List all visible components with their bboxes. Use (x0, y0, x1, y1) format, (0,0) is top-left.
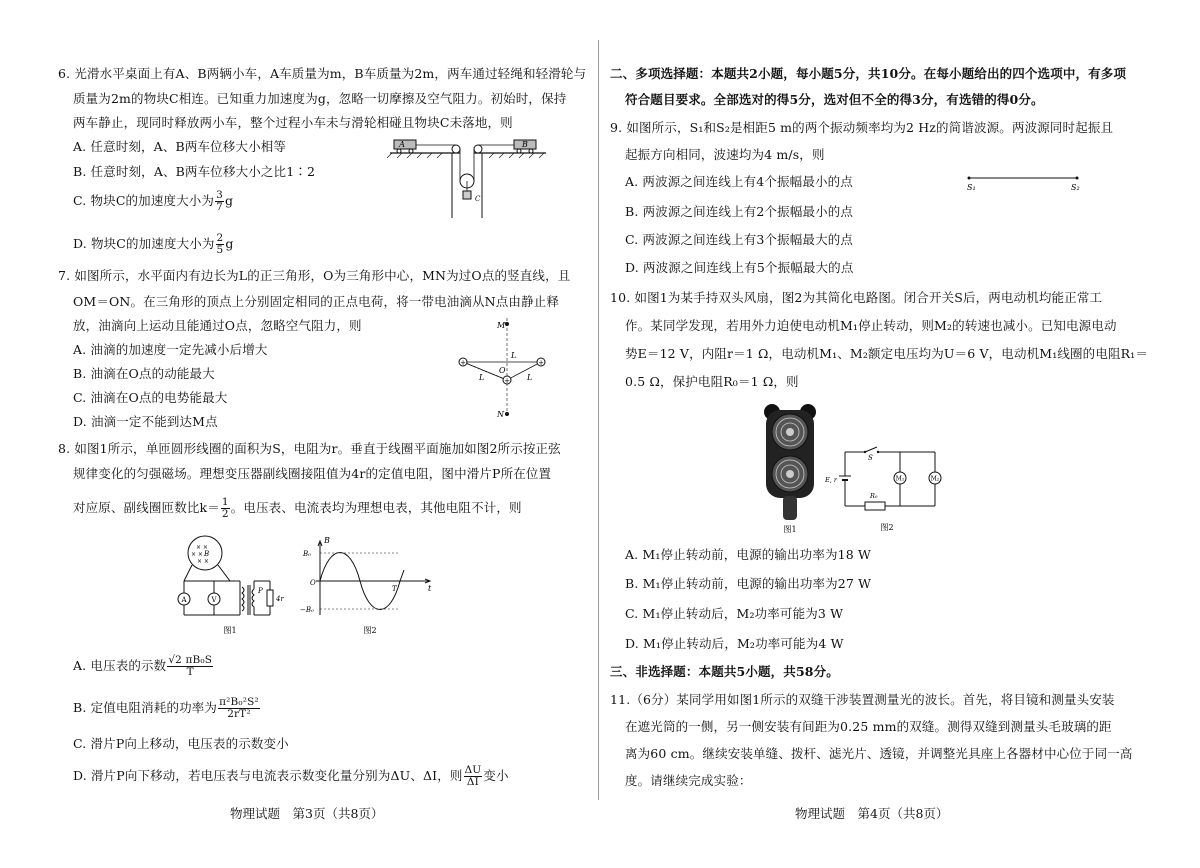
q11-line2: 在遮光筒的一侧，另一侧安装有间距为0.25 mm的双缝。测得双缝到测量头毛玻璃的距 (625, 719, 1112, 734)
q8-fig1-caption: 图1 (223, 626, 237, 635)
q11-line1: 11.（6分）某同学用如图1所示的双缝干涉装置测量光的波长。首先，将目镜和测量头安装 (610, 692, 1115, 707)
q8-fig2-origin: O (310, 579, 316, 587)
q10-option-a: A. M₁停止转动前，电源的输出功率为18 W (625, 547, 871, 562)
q7-charge-bottom: + (504, 377, 510, 385)
q7-charge-left: + (460, 359, 466, 367)
left-footer: 物理试题 第3页（共8页） (230, 806, 384, 821)
q8-figure1 (170, 535, 290, 635)
q11-line3: 离为60 cm。继续安装单缝、拨杆、滤光片、透镜，并调整光具座上各器材中心位于同一高 (625, 746, 1133, 761)
q6-option-b: B. 任意时刻，A、B两车位移大小之比1∶2 (73, 164, 316, 179)
q7-line2: OM＝ON。在三角形的顶点上分别固定相同的正点电荷，将一带电油滴从N点由静止释 (73, 294, 560, 309)
q9-label-s1: S₁ (967, 183, 976, 192)
q8-line2: 规律变化的匀强磁场。理想变压器副线圈接阻值为4r的定值电阻，图中滑片P所在位置 (73, 466, 552, 481)
q9-option-d: D. 两波源之间连线上有5个振幅最大的点 (625, 260, 854, 275)
q9-option-c: C. 两波源之间连线上有3个振幅最大的点 (625, 232, 854, 247)
q8-figure2 (300, 535, 440, 635)
q9-option-a: A. 两波源之间连线上有4个振幅最小的点 (625, 174, 853, 189)
q7-charge-right: + (538, 359, 544, 367)
right-page (600, 0, 1200, 868)
q10-figure1 (760, 402, 820, 534)
q8-fig2-caption: 图2 (363, 626, 377, 635)
q8-fig2-axis-t: t (428, 584, 432, 593)
q6-option-d: D. 物块C的加速度大小为 $\frac{2}{5}$ g (73, 232, 234, 256)
q10-option-b: B. M₁停止转动前，电源的输出功率为27 W (625, 576, 872, 591)
q6-fig-label-b: B (522, 140, 528, 149)
q7-label-m: M (497, 321, 506, 330)
q9-line2: 起振方向相同，波速均为4 m/s，则 (625, 147, 825, 162)
q10-r0-label: R₀ (870, 492, 878, 500)
q11-line4: 度。请继续完成实验： (625, 773, 752, 788)
q8-option-c: C. 滑片P向上移动，电压表的示数变小 (73, 736, 289, 751)
q10-motor1: M₁ (895, 475, 905, 483)
q7-line1: 7. 如图所示，水平面内有边长为L的正三角形，O为三角形中心，MN为过O点的竖直线，且 (58, 268, 571, 283)
q7-label-o: O (499, 366, 506, 375)
q7-option-b: B. 油滴在O点的动能最大 (73, 366, 215, 381)
q10-figure2 (825, 446, 945, 536)
section3-heading: 三、非选择题：本题共5小题，共58分。 (610, 664, 839, 679)
svg-text:× ×: × × (197, 558, 209, 565)
q9-line1: 9. 如图所示，S₁和S₂是相距5 m的两个振动频率均为2 Hz的简谐波源。两波源同时起振且 (610, 120, 1114, 135)
q6-line1: 6. 光滑水平桌面上有A、B两辆小车，A车质量为m，B车质量为2m，两车通过轻绳和轻滑轮与 (58, 66, 587, 81)
right-footer: 物理试题 第4页（共8页） (795, 806, 949, 821)
q6-option-a: A. 任意时刻，A、B两车位移大小相等 (73, 139, 287, 154)
svg-text:× ×: × × (196, 544, 208, 551)
svg-text:× ×: × × (191, 551, 203, 558)
q7-option-d: D. 油滴一定不能到达M点 (73, 414, 218, 429)
q6-fig-label-c: C (475, 195, 481, 203)
q9-option-b: B. 两波源之间连线上有2个振幅最小的点 (625, 204, 854, 219)
q7-label-l-right: L (527, 373, 533, 382)
q10-switch-label: S (868, 454, 873, 462)
q8-resistor-label: 4r (276, 595, 284, 603)
q10-fig2-caption: 图2 (880, 523, 894, 532)
section2-heading-line1: 二、多项选择题：本题共2小题，每小题5分，共10分。在每小题给出的四个选项中，有多项 (610, 66, 1127, 81)
q7-label-n: N (497, 410, 504, 419)
q10-option-d: D. M₁停止转动后，M₂功率可能为4 W (625, 636, 844, 651)
q7-label-l-top: L (511, 351, 517, 360)
q7-figure (455, 318, 555, 424)
q10-source-label: E, r (825, 476, 837, 484)
q10-line4: 0.5 Ω，保护电阻R₀＝1 Ω，则 (625, 374, 799, 389)
q8-line1: 8. 如图1所示，单匝圆形线圈的面积为S，电阻为r。垂直于线圈平面施加如图2所示按正弦 (58, 441, 561, 456)
q8-fig2-axis-b: B (324, 536, 330, 545)
q6-figure (390, 133, 550, 218)
q8-option-b: B. 定值电阻消耗的功率为 $\frac{\text{π²B₀²S²}}{\text{2rT²}}$ (73, 696, 259, 720)
q8-voltmeter: V (211, 596, 217, 604)
section2-heading-line2: 符合题目要求。全部选对的得5分，选对但不全的得3分，有选错的得0分。 (625, 92, 1044, 107)
q8-fig2-period: T (392, 585, 397, 593)
q6-line2: 质量为2m的物块C相连。已知重力加速度为g，忽略一切摩擦及空气阻力。初始时，保持 (73, 91, 567, 106)
q10-line1: 10. 如图1为某手持双头风扇，图2为其简化电路图。闭合开关S后，两电动机均能正常工 (610, 290, 1103, 305)
q8-fig2-b0: B₀ (303, 550, 311, 558)
q8-ammeter: A (181, 596, 187, 604)
q7-option-c: C. 油滴在O点的电势能最大 (73, 390, 228, 405)
q10-line2: 作。某同学发现，若用外力迫使电动机M₁停止转动，则M₂的转速也减小。已知电源电动 (625, 318, 1117, 333)
q7-label-l-left: L (479, 373, 485, 382)
q10-motor2: M₂ (930, 475, 940, 483)
q10-option-c: C. M₁停止转动后，M₂功率可能为3 W (625, 606, 844, 621)
q8-option-a: A. 电压表的示数 $\frac{\text{√2 πB₀S}}{T}$ (73, 654, 213, 678)
q8-option-d: D. 滑片P向下移动，若电压表与电流表示数变化量分别为ΔU、ΔI，则 $\frac{\Delta U}{\Delta I}$ 变小 (73, 764, 509, 788)
q6-fig-label-a: A (399, 140, 405, 149)
q6-line3: 两车静止，现同时释放两小车，整个过程小车未与滑轮相碰且物块C未落地，则 (73, 115, 513, 130)
q9-figure (965, 170, 1085, 194)
q8-fig1-label-b: B (204, 550, 210, 558)
q8-fig2-neg-b0: −B₀ (300, 606, 314, 614)
q10-fig1-caption: 图1 (783, 525, 797, 534)
q6-option-c: C. 物块C的加速度大小为 $\frac{3}{7}$ g (73, 189, 234, 213)
q8-line3: 对应原、副线圈匝数比k＝ $\frac{1}{2}$ 。电压表、电流表均为理想电表，其他电阻不计，则 (73, 496, 522, 520)
q9-label-s2: S₂ (1071, 183, 1080, 192)
page-divider (598, 40, 599, 800)
q10-line3: 势E＝12 V，内阻r＝1 Ω，电动机M₁、M₂额定电压均为U＝6 V，电动机M₁线圈的电阻R₁＝ (625, 346, 1148, 361)
q7-line3: 放，油滴向上运动且能通过O点，忽略空气阻力，则 (73, 318, 362, 333)
q7-option-a: A. 油滴的加速度一定先减小后增大 (73, 342, 268, 357)
q8-slider-label: P (258, 587, 263, 595)
